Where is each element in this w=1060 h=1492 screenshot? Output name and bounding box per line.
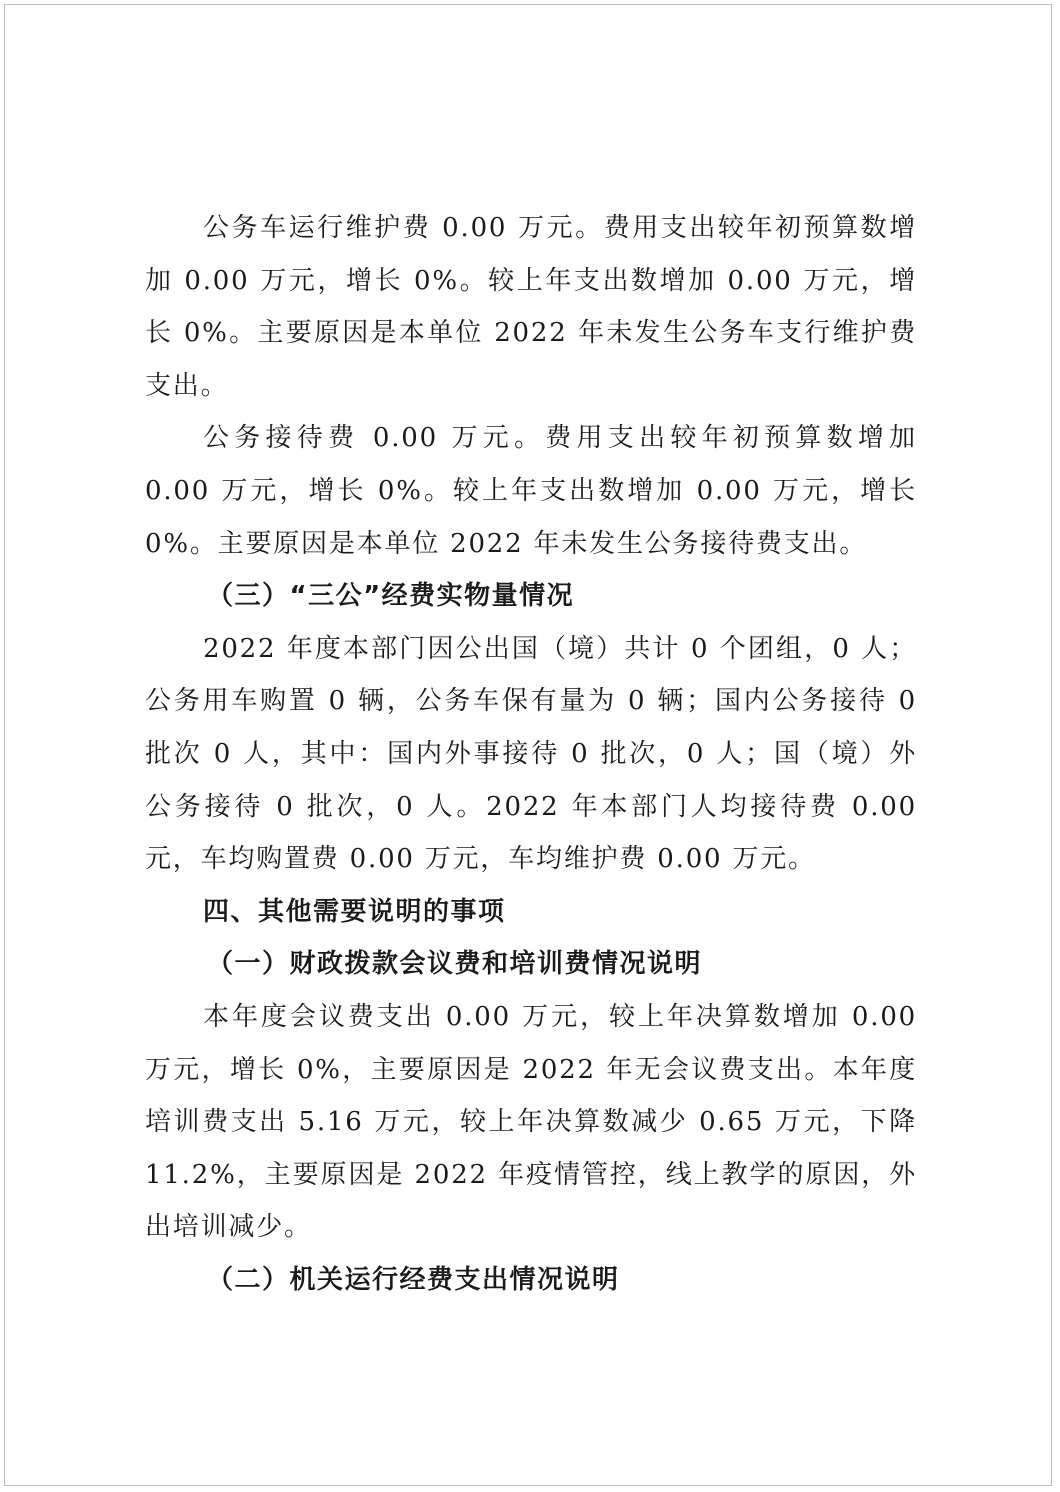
subheading-meeting-training-fees: （一）财政拨款会议费和培训费情况说明 xyxy=(207,949,703,980)
document-page xyxy=(4,4,1052,1486)
heading-other-matters: 四、其他需要说明的事项 xyxy=(203,896,506,927)
paragraph-physical-quantity: 2022 年度本部门因公出国（境）共计 0 个团组，0 人；公务用车购置 0 辆，公务车保有量为 0 辆；国内公务接待 0 批次 0 人，其中：国内外事接待 0 批次，0 人；国（境）外公务接待 0 批次，0 人。2022 年本部门人均接待费 0.00 元，车均购置费 0.00 万元，车均维护费 0.00 万元。 xyxy=(145,633,928,875)
subheading-three-public-physical: （三）“三公”经费实物量情况 xyxy=(207,581,575,612)
subheading-agency-operating-expenses: （二）机关运行经费支出情况说明 xyxy=(207,1264,620,1295)
paragraph-official-reception: 公务接待费 0.00 万元。费用支出较年初预算数增加 0.00 万元，增长 0%。较上年支出数增加 0.00 万元，增长 0%。主要原因是本单位 2022 年未发生公务接待费支出。 xyxy=(145,423,928,559)
document-body xyxy=(145,202,928,1306)
paragraph-meeting-training: 本年度会议费支出 0.00 万元，较上年决算数增加 0.00 万元，增长 0%，主要原因是 2022 年无会议费支出。本年度培训费支出 5.16 万元，较上年决算数减少 0.65 万元，下降 11.2%，主要原因是 2022 年疫情管控，线上教学的原因，外出培训减少。 xyxy=(145,1001,928,1243)
paragraph-vehicle-maintenance: 公务车运行维护费 0.00 万元。费用支出较年初预算数增加 0.00 万元，增长 0%。较上年支出数增加 0.00 万元，增长 0%。主要原因是本单位 2022 年未发生公务车支行维护费支出。 xyxy=(145,213,917,401)
